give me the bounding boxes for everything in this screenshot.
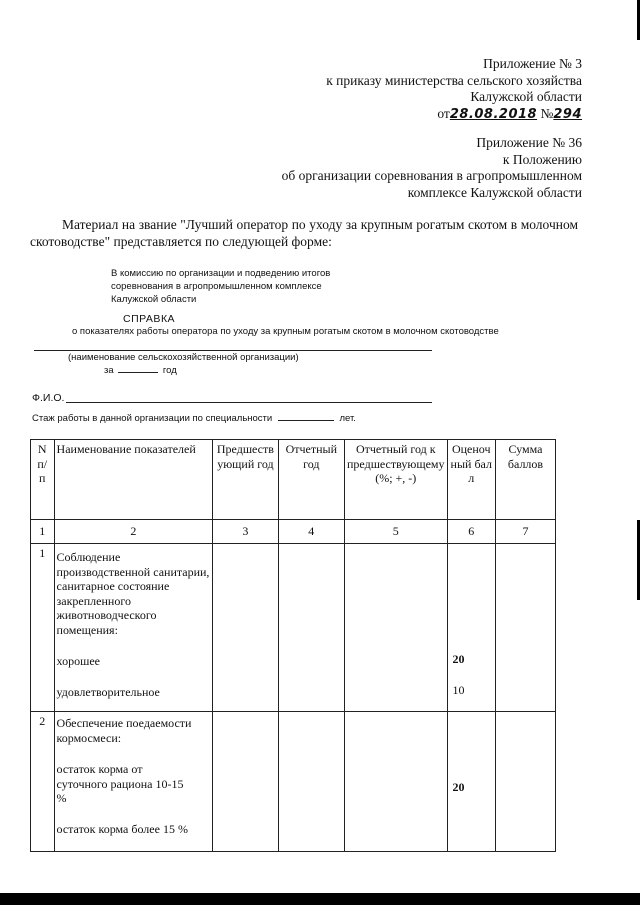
number-prefix: № xyxy=(540,105,554,121)
stazh-text: Стаж работы в данной организации по специальности xyxy=(32,413,273,424)
sum-cell xyxy=(496,712,556,852)
intro-paragraph: Материал на звание "Лучший оператор по уходу за крупным рогатым скотом в молочном скотоводстве" представляется по следующей форме: xyxy=(30,217,578,249)
commission-line: Калужской области xyxy=(111,294,197,305)
prev-year-cell xyxy=(213,712,278,852)
header-name: Наименование показателей xyxy=(54,440,213,520)
appendix-36-block xyxy=(282,135,582,201)
indicator-option: удовлетворительное xyxy=(56,684,160,699)
header-ratio: Отчетный год к предшествующему (%; +, -) xyxy=(345,440,448,520)
spravka-subtitle: о показателях работы оператора по уходу за крупным рогатым скотом в молочном скотоводстве xyxy=(72,326,499,337)
row-number: 2 xyxy=(31,712,55,852)
column-number: 4 xyxy=(278,520,344,544)
appendix-36-org: об организации соревнования в агропромышленном xyxy=(281,168,582,183)
prev-year-cell xyxy=(213,544,278,712)
indicator-title: Соблюдение производственной санитарии, санитарное состояние закрепленного животноводческого помещения: xyxy=(56,550,210,637)
column-number: 1 xyxy=(31,520,55,544)
appendix-3-region: Калужской области xyxy=(470,89,582,104)
sum-cell xyxy=(496,544,556,712)
score-value: 20 xyxy=(452,780,465,794)
commission-line: соревнования в агропромышленном комплексе xyxy=(111,281,322,292)
indicator-option: остаток корма от суточного рациона 10-15 % xyxy=(56,762,184,805)
header-score: Оценочный балл xyxy=(447,440,495,520)
column-number: 6 xyxy=(447,520,495,544)
year-prefix: за xyxy=(104,365,114,376)
table-row xyxy=(31,712,556,852)
row-indicator xyxy=(54,544,213,712)
stazh-suffix: лет. xyxy=(339,413,356,424)
column-number: 5 xyxy=(345,520,448,544)
commission-line: В комиссию по организации и подведению итогов xyxy=(111,268,331,279)
appendix-36-regulation: к Положению xyxy=(502,151,582,167)
spravka-title: СПРАВКА xyxy=(123,313,176,325)
table-header-row xyxy=(31,440,556,520)
score-cell xyxy=(447,712,495,852)
handwritten-date: 28.08.2018 xyxy=(449,106,538,122)
column-number: 2 xyxy=(54,520,213,544)
row-indicator xyxy=(54,712,213,852)
table-row xyxy=(31,544,556,712)
header-prev-year: Предшествующий год xyxy=(213,440,278,520)
indicator-option: остаток корма более 15 % xyxy=(56,821,188,836)
column-number: 3 xyxy=(213,520,278,544)
year-suffix: год xyxy=(162,365,177,376)
ratio-cell xyxy=(345,712,448,852)
indicator-option: хорошее xyxy=(56,654,100,668)
column-numbers-row xyxy=(31,520,556,544)
header-sum: Сумма баллов xyxy=(496,440,556,520)
appendix-3-title: Приложение № 3 xyxy=(483,56,582,71)
header-curr-year: Отчетный год xyxy=(278,440,344,520)
row-number: 1 xyxy=(31,544,55,712)
curr-year-cell xyxy=(278,712,344,852)
indicator-title: Обеспечение поедаемости кормосмеси: xyxy=(56,716,192,745)
org-name-line xyxy=(34,350,432,351)
appendix-3-block xyxy=(326,56,582,123)
score-value: 20 xyxy=(452,652,465,666)
stazh-blank xyxy=(278,420,334,421)
stazh-line xyxy=(32,413,356,424)
handwritten-number: 294 xyxy=(553,106,582,122)
date-prefix: от xyxy=(437,105,450,121)
fio-label: Ф.И.О. xyxy=(32,392,65,404)
appendix-36-title: Приложение № 36 xyxy=(476,135,582,150)
scan-bottom-border xyxy=(0,893,640,905)
indicators-table xyxy=(30,439,556,852)
year-blank xyxy=(118,372,158,373)
appendix-36-region: комплексе Калужской области xyxy=(407,184,582,200)
score-value: 10 xyxy=(452,682,465,697)
curr-year-cell xyxy=(278,544,344,712)
header-num: N п/ п xyxy=(31,440,55,520)
appendix-3-order: к приказу министерства сельского хозяйства xyxy=(326,72,582,88)
ratio-cell xyxy=(345,544,448,712)
org-name-caption: (наименование сельскохозяйственной организации) xyxy=(68,352,299,363)
fio-line xyxy=(66,402,432,403)
appendix-3-date-line xyxy=(326,106,582,124)
year-line xyxy=(104,365,177,376)
column-number: 7 xyxy=(496,520,556,544)
commission-address xyxy=(111,267,330,306)
score-cell xyxy=(447,544,495,712)
